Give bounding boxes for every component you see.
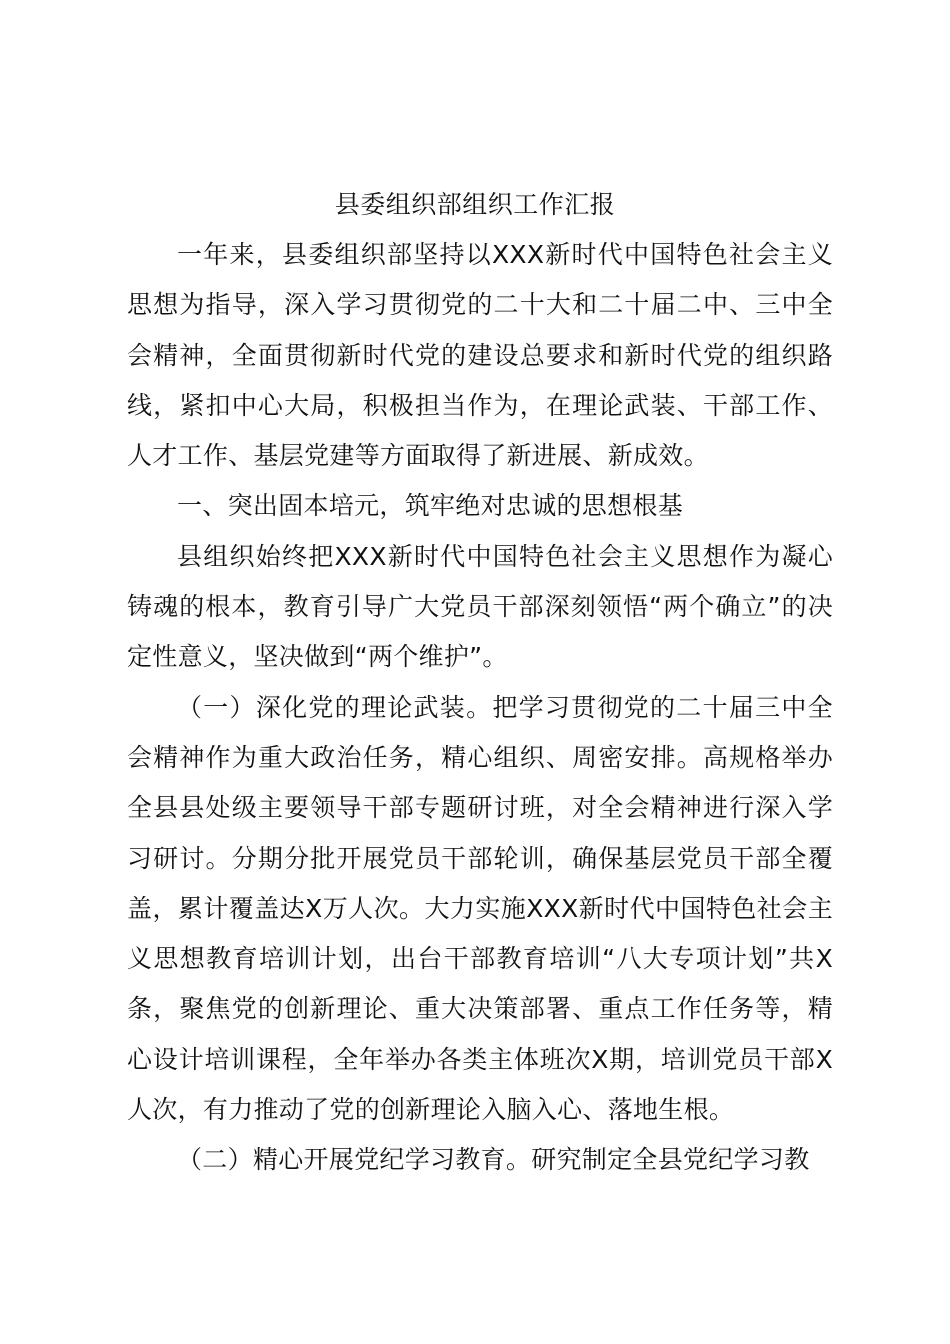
document-body <box>127 230 833 1186</box>
section-1-paragraph: 县组织始终把XXX新时代中国特色社会主义思想作为凝心铸魂的根本，教育引导广大党员干部深刻领悟“两个确立”的决定性意义，坚决做到“两个维护”。 <box>127 541 833 672</box>
section-heading-1: 一、突出固本培元，筑牢绝对忠诚的思想根基 <box>177 491 684 521</box>
subsection-1-paragraph: （一）深化党的理论武装。把学习贯彻党的二十届三中全会精神作为重大政治任务，精心组织、周密安排。高规格举办全县县处级主要领导干部专题研讨班，对全会精神进行深入学习研讨。分期分批开展党员干部轮训，确保基层党员干部全覆盖，累计覆盖达X万人次。大力实施XXX新时代中国特色社会主义思想教育培训计划，出台干部教育培训“八大专项计划”共X条，聚焦党的创新理论、重大决策部署、重点工作任务等，精心设计培训课程，全年举办各类主体班次X期，培训党员干部X人次，有力推动了党的创新理论入脑入心、落地生根。 <box>127 692 833 1125</box>
intro-paragraph: 一年来，县委组织部坚持以XXX新时代中国特色社会主义思想为指导，深入学习贯彻党的二十大和二十届二中、三中全会精神，全面贯彻新时代党的建设总要求和新时代党的组织路线，紧扣中心大局，积极担当作为，在理论武装、干部工作、人才工作、基层党建等方面取得了新进展、新成效。 <box>127 240 833 471</box>
subsection-2-paragraph: （二）精心开展党纪学习教育。研究制定全县党纪学习教 <box>177 1145 810 1175</box>
document-title: 县委组织部组织工作汇报 <box>334 190 616 219</box>
